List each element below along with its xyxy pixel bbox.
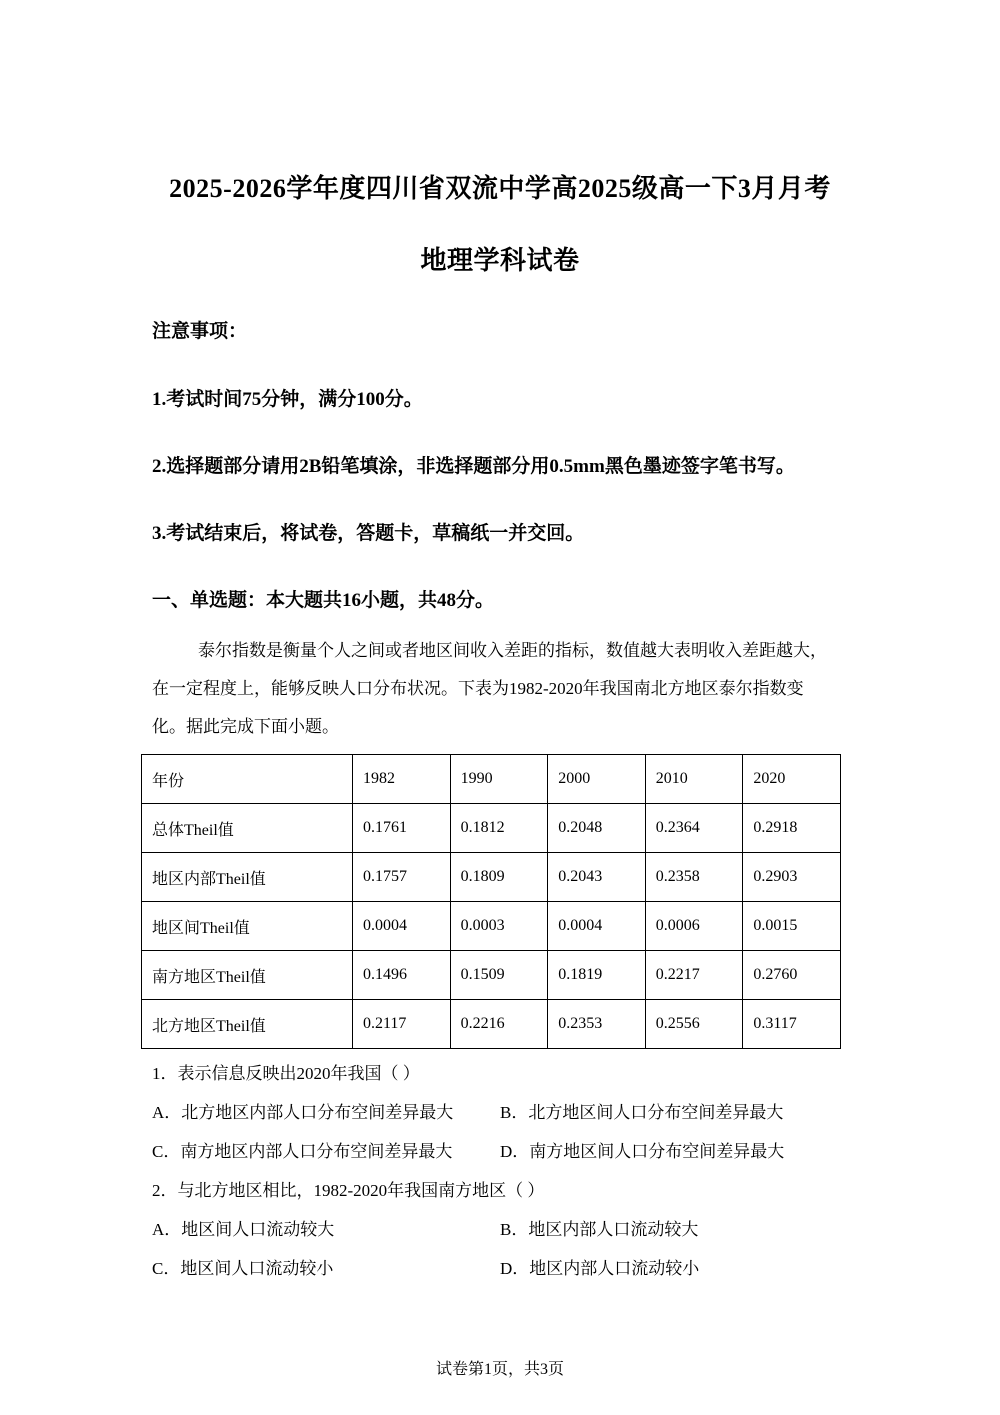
question-2-option-d: D．地区内部人口流动较小 — [500, 1259, 700, 1278]
table-cell: 0.1757 — [353, 853, 451, 902]
table-cell: 0.2918 — [743, 804, 841, 853]
notice-item-3: 3.考试结束后，将试卷，答题卡，草稿纸一并交回。 — [152, 523, 585, 544]
table-cell: 0.1496 — [353, 951, 451, 1000]
table-row — [142, 853, 841, 902]
table-cell: 0.2048 — [548, 804, 646, 853]
table-cell: 0.1809 — [450, 853, 548, 902]
section-heading: 一、单选题：本大题共16小题，共48分。 — [152, 590, 495, 611]
table-cell: 0.0006 — [645, 902, 743, 951]
question-2-option-a: A．地区间人口流动较大 — [152, 1220, 335, 1239]
table-header-cell: 1982 — [353, 755, 451, 804]
question-1-option-c: C．南方地区内部人口分布空间差异最大 — [152, 1142, 453, 1161]
table-cell: 地区内部Theil值 — [142, 853, 353, 902]
question-1-option-d: D．南方地区间人口分布空间差异最大 — [500, 1142, 785, 1161]
question-1-option-b: B．北方地区间人口分布空间差异最大 — [500, 1103, 784, 1122]
exam-title-line2: 地理学科试卷 — [420, 246, 580, 275]
table-cell: 地区间Theil值 — [142, 902, 353, 951]
exam-title-line1: 2025-2026学年度四川省双流中学高2025级高一下3月月考 — [169, 174, 831, 203]
table-cell: 0.0003 — [450, 902, 548, 951]
table-cell: 0.1761 — [353, 804, 451, 853]
table-header-cell: 年份 — [142, 755, 353, 804]
question-1-option-a: A．北方地区内部人口分布空间差异最大 — [152, 1103, 454, 1122]
table-header-cell: 1990 — [450, 755, 548, 804]
question-2-stem: 2．与北方地区相比，1982-2020年我国南方地区（ ） — [152, 1181, 545, 1200]
table-cell: 0.2216 — [450, 1000, 548, 1049]
table-cell: 0.0015 — [743, 902, 841, 951]
table-cell: 0.2760 — [743, 951, 841, 1000]
table-cell: 0.2358 — [645, 853, 743, 902]
passage — [152, 632, 847, 746]
table-cell: 北方地区Theil值 — [142, 1000, 353, 1049]
question-1-stem: 1．表示信息反映出2020年我国（ ） — [152, 1064, 420, 1083]
table-cell: 0.2043 — [548, 853, 646, 902]
table-cell: 0.2364 — [645, 804, 743, 853]
passage-line-2: 在一定程度上，能够反映人口分布状况。下表为1982-2020年我国南北方地区泰尔指数变 — [152, 679, 804, 698]
passage-line-3: 化。据此完成下面小题。 — [152, 717, 339, 736]
table-header-cell: 2010 — [645, 755, 743, 804]
question-2-option-c: C．地区间人口流动较小 — [152, 1259, 334, 1278]
question-2-option-b: B．地区内部人口流动较大 — [500, 1220, 699, 1239]
notice-item-2: 2.选择题部分请用2B铅笔填涂，非选择题部分用0.5mm黑色墨迹签字笔书写。 — [152, 456, 795, 477]
table-row — [142, 902, 841, 951]
notice-heading: 注意事项： — [152, 321, 248, 342]
table-cell: 总体Theil值 — [142, 804, 353, 853]
table-row — [142, 804, 841, 853]
notice-item-1: 1.考试时间75分钟，满分100分。 — [152, 389, 423, 410]
table-cell: 0.0004 — [548, 902, 646, 951]
table-cell: 0.2217 — [645, 951, 743, 1000]
passage-line-1: 泰尔指数是衡量个人之间或者地区间收入差距的指标，数值越大表明收入差距越大， — [198, 641, 827, 660]
table-cell: 0.1812 — [450, 804, 548, 853]
table-cell: 南方地区Theil值 — [142, 951, 353, 1000]
table-cell: 0.0004 — [353, 902, 451, 951]
theil-index-table — [141, 754, 841, 1049]
table-row — [142, 1000, 841, 1049]
table-header-cell: 2020 — [743, 755, 841, 804]
table-cell: 0.1509 — [450, 951, 548, 1000]
table-cell: 0.2117 — [353, 1000, 451, 1049]
table-cell: 0.2353 — [548, 1000, 646, 1049]
table-cell: 0.2903 — [743, 853, 841, 902]
page-footer: 试卷第1页，共3页 — [435, 1361, 564, 1378]
table-header-cell: 2000 — [548, 755, 646, 804]
table-cell: 0.3117 — [743, 1000, 841, 1049]
table-cell: 0.2556 — [645, 1000, 743, 1049]
table-row — [142, 951, 841, 1000]
table-cell: 0.1819 — [548, 951, 646, 1000]
table-header-row — [142, 755, 841, 804]
